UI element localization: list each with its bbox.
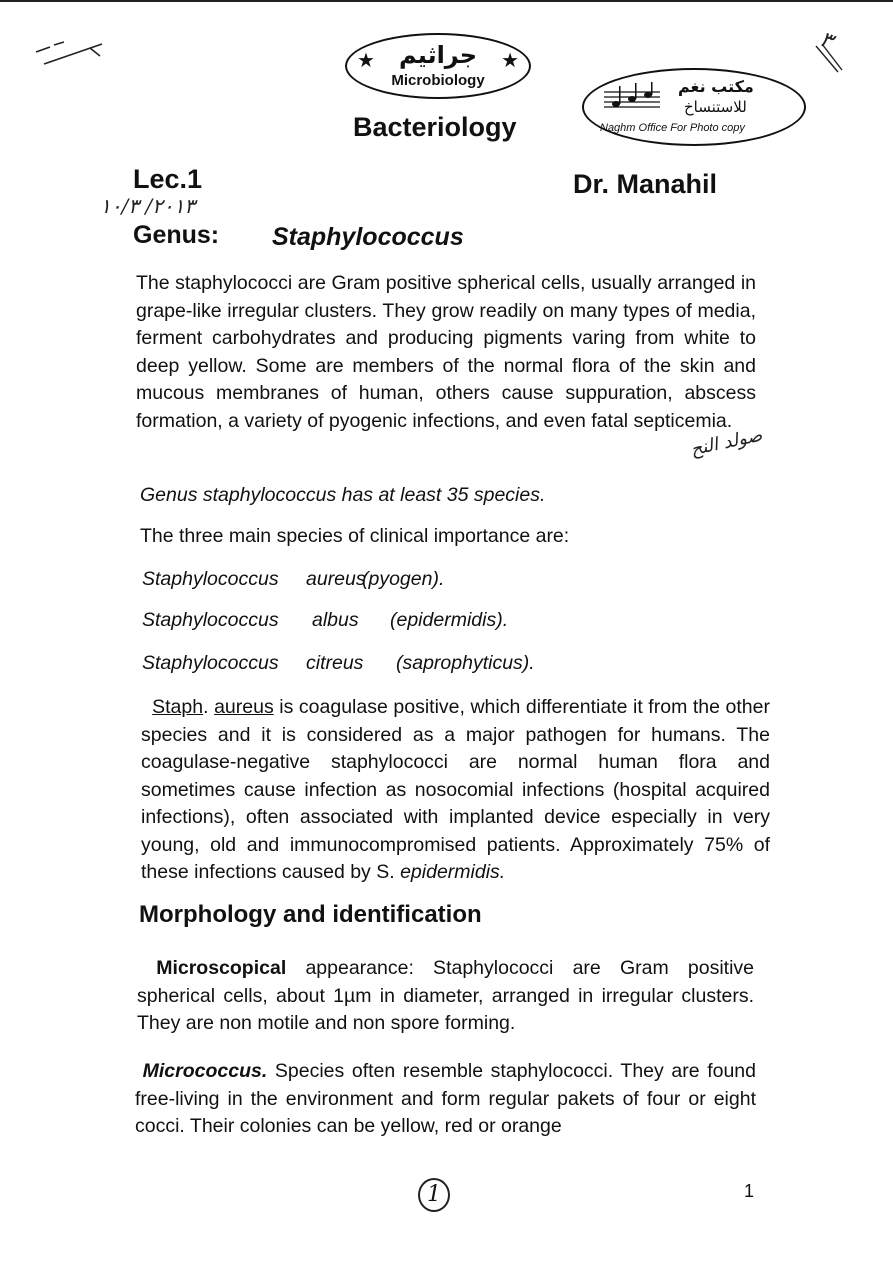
microscopical-text: appearance: Staphylococci are Gram positive spherical cells, about 1µm in diameter, arranged in irregular clusters. They are non motile and non spore forming. [137,957,755,1034]
microscopical-paragraph [137,955,754,1038]
microbiology-logo [345,33,531,99]
lecture-number: Lec.1 [133,164,203,194]
species-alias: (pyogen). [362,568,445,590]
staph-dot: . [203,696,209,718]
staph-underlined: Staph [152,696,204,718]
species-name: aureus [306,568,366,590]
morphology-heading: Morphology and identification [139,901,482,928]
handwritten-date: ٢٠١٣/ ١٠/٣ [100,194,196,218]
species-name: albus [312,609,359,631]
logo-english-text: Microbiology [391,72,485,89]
micrococcus-label: Micrococcus. [142,1060,268,1082]
aureus-underlined: aureus [214,696,274,718]
logo-arabic-text: جراثيم [398,41,478,69]
genus-species-count: Genus staphylococcus has at least 35 species. [140,484,546,506]
handwritten-margin-note: صولد النح [688,424,765,461]
page-number: 1 [744,1181,755,1201]
course-title: Bacteriology [353,112,517,142]
micrococcus-paragraph [135,1058,756,1141]
genus-label: Genus: [133,221,220,249]
species-alias: (saprophyticus). [396,652,535,674]
species-alias: (epidermidis). [390,609,509,631]
music-notes-icon [602,80,662,118]
species-genus: Staphylococcus [142,568,279,590]
stamp-arabic-name: مكتب نغم [678,77,754,96]
microscopical-label: Microscopical [156,957,287,979]
star-icon: ★ [501,50,519,72]
three-main-species-intro: The three main species of clinical importance are: [140,525,570,547]
lecturer-name: Dr. Manahil [573,169,718,199]
genus-name: Staphylococcus [272,223,464,251]
aureus-paragraph [141,694,770,887]
species-genus: Staphylococcus [142,609,279,631]
star-icon: ★ [357,50,375,72]
circled-page-number: 1 [418,1178,450,1212]
margin-slash-mark [814,40,844,80]
species-name: citreus [306,652,364,674]
stamp-arabic-service: للاستنساخ [684,98,747,116]
pen-scribble-mark [30,38,110,70]
photocopy-office-stamp [582,68,806,146]
stamp-english-text: Naghm Office For Photo copy [600,122,745,134]
species-genus: Staphylococcus [142,652,279,674]
top-border-line [0,0,893,2]
handwritten-corner-mark: ٣ [816,26,836,55]
aureus-paragraph-body: is coagulase positive, which differentiate it from the other species and it is considered as a major pathogen for humans. The coagulase-negative staphylococci are normal human flora and sometimes cause infection as nosocomial infections (hospital acquired infections), often associated with implanted device especially in very young, old and immunocompromised patients. Approximately 75% of these infections caused by S. [141,696,770,883]
micrococcus-text: Species often resemble staphylococci. They are found free-living in the environment and form regular pakets of four or eight cocci. Their colonies can be yellow, red or orange [135,1060,756,1137]
epidermidis-term: epidermidis. [400,861,506,883]
intro-paragraph: The staphylococci are Gram positive spherical cells, usually arranged in grape-like irregular clusters. They grow readily on many types of media, ferment carbohydrates and producing pigments varing from white to deep yellow. Some are members of the normal flora of the skin and mucous membranes of human, others cause suppuration, abscess formation, a variety of pyogenic infections, and even fatal septicemia. [136,272,756,432]
